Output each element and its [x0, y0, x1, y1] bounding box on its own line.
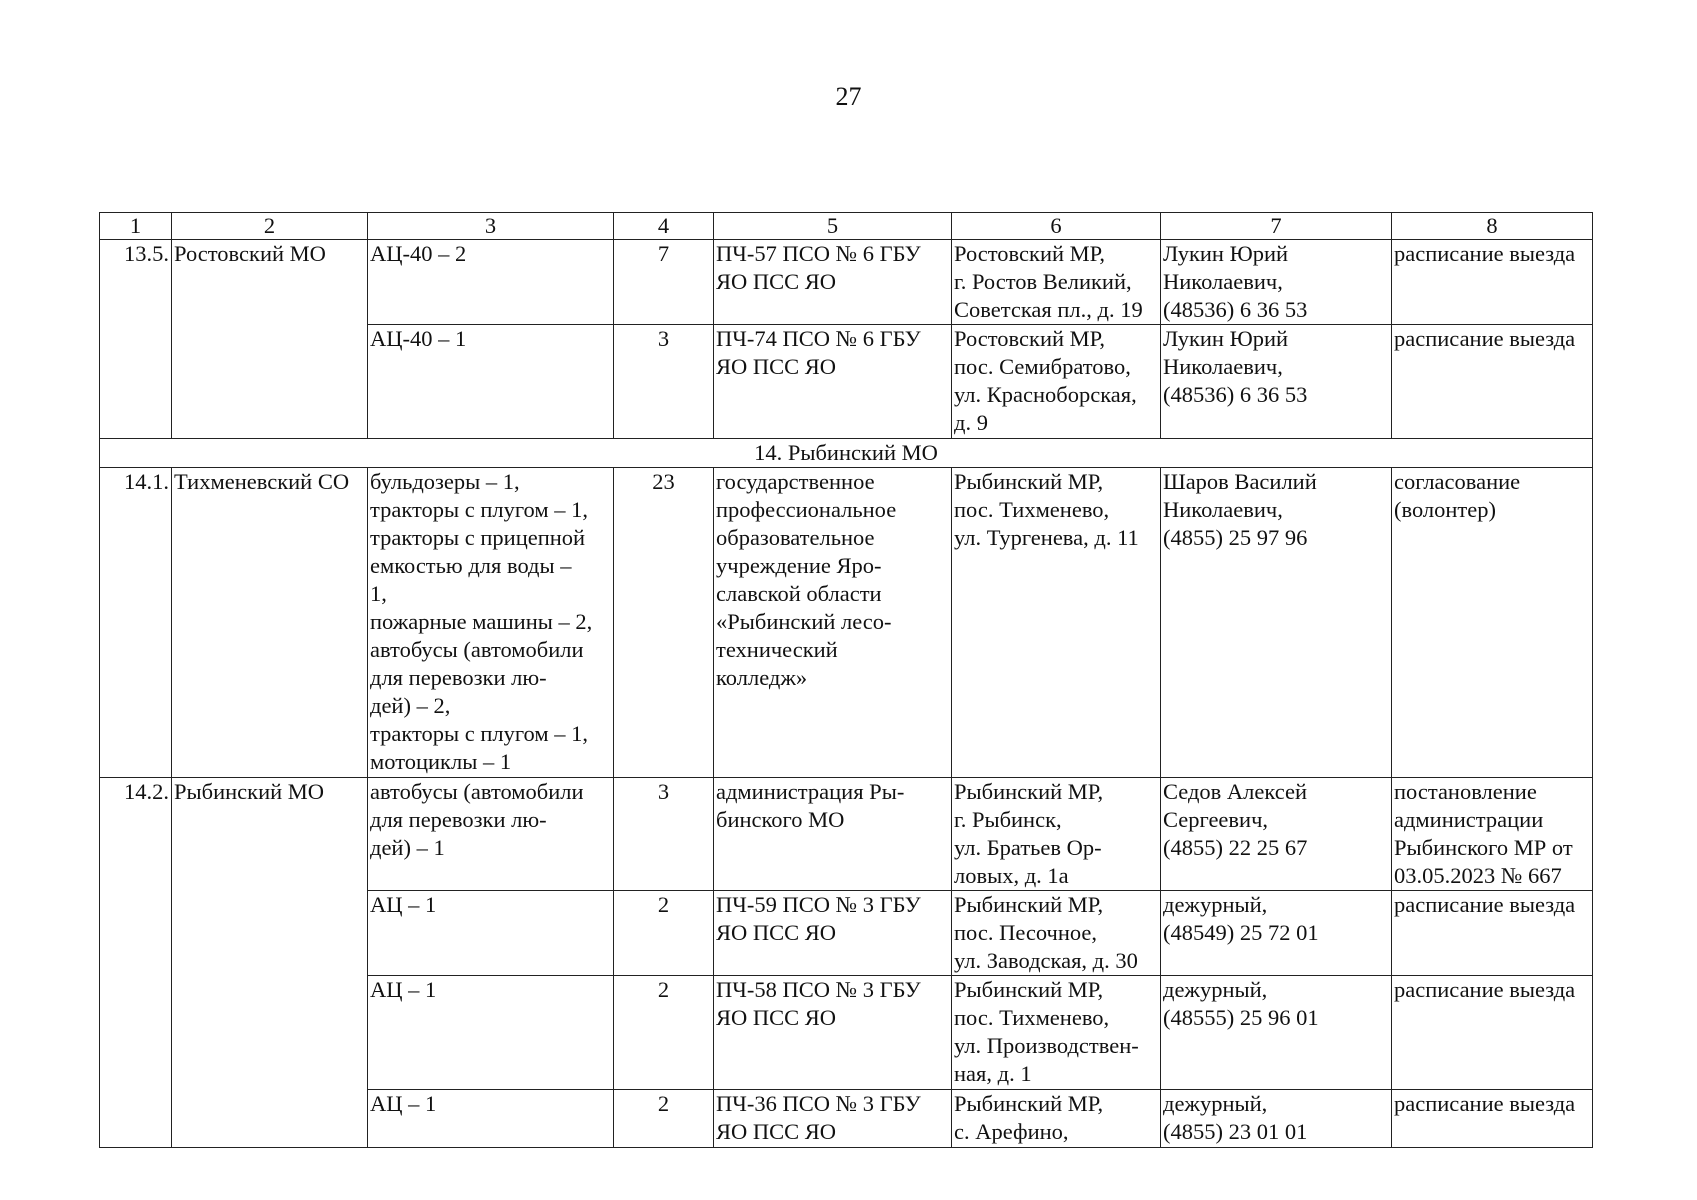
basis-cell: согласование (волонтер): [1392, 468, 1593, 778]
header-cell: 6: [952, 213, 1161, 240]
basis-cell: расписание выезда: [1392, 240, 1593, 325]
basis-cell: расписание выезда: [1392, 976, 1593, 1090]
basis-cell: расписание выезда: [1392, 325, 1593, 439]
row-number: 13.5.: [100, 240, 172, 439]
header-cell: 2: [172, 213, 368, 240]
basis-cell: расписание выезда: [1392, 891, 1593, 976]
table-row: [100, 468, 1593, 778]
municipality-cell: Ростовский МО: [172, 240, 368, 439]
contact-cell: дежурный, (48555) 25 96 01: [1161, 976, 1392, 1090]
organization-cell: ПЧ-74 ПСО № 6 ГБУ ЯО ПСС ЯО: [714, 325, 952, 439]
contact-cell: Лукин Юрий Николаевич, (48536) 6 36 53: [1161, 325, 1392, 439]
count-cell: 3: [614, 325, 714, 439]
equipment-cell: АЦ – 1: [368, 976, 614, 1090]
contact-cell: Лукин Юрий Николаевич, (48536) 6 36 53: [1161, 240, 1392, 325]
count-cell: 7: [614, 240, 714, 325]
header-cell: 5: [714, 213, 952, 240]
organization-cell: ПЧ-36 ПСО № 3 ГБУ ЯО ПСС ЯО: [714, 1090, 952, 1148]
count-cell: 2: [614, 891, 714, 976]
equipment-cell: АЦ – 1: [368, 1090, 614, 1148]
basis-cell: постановление администрации Рыбинского МР от 03.05.2023 № 667: [1392, 778, 1593, 891]
header-cell: 7: [1161, 213, 1392, 240]
resources-table: [99, 212, 1593, 1148]
equipment-cell: автобусы (автомобили для перевозки лю- дей) – 1: [368, 778, 614, 891]
count-cell: 3: [614, 778, 714, 891]
address-cell: Ростовский МР, пос. Семибратово, ул. Красноборская, д. 9: [952, 325, 1161, 439]
organization-cell: администрация Ры- бинского МО: [714, 778, 952, 891]
organization-cell: ПЧ-57 ПСО № 6 ГБУ ЯО ПСС ЯО: [714, 240, 952, 325]
contact-cell: дежурный, (4855) 23 01 01: [1161, 1090, 1392, 1148]
address-cell: Рыбинский МР, пос. Тихменево, ул. Тургенева, д. 11: [952, 468, 1161, 778]
section-title: 14. Рыбинский МО: [100, 439, 1593, 468]
organization-cell: ПЧ-58 ПСО № 3 ГБУ ЯО ПСС ЯО: [714, 976, 952, 1090]
equipment-cell: АЦ-40 – 2: [368, 240, 614, 325]
municipality-cell: Тихменевский СО: [172, 468, 368, 778]
table-header-row: [100, 213, 1593, 240]
address-cell: Рыбинский МР, г. Рыбинск, ул. Братьев Ор- ловых, д. 1а: [952, 778, 1161, 891]
count-cell: 2: [614, 976, 714, 1090]
equipment-cell: АЦ – 1: [368, 891, 614, 976]
header-cell: 8: [1392, 213, 1593, 240]
table-row: [100, 240, 1593, 325]
address-cell: Рыбинский МР, пос. Песочное, ул. Заводская, д. 30: [952, 891, 1161, 976]
count-cell: 2: [614, 1090, 714, 1148]
equipment-cell: АЦ-40 – 1: [368, 325, 614, 439]
section-row: [100, 439, 1593, 468]
contact-cell: Седов Алексей Сергеевич, (4855) 22 25 67: [1161, 778, 1392, 891]
header-cell: 1: [100, 213, 172, 240]
address-cell: Рыбинский МР, пос. Тихменево, ул. Производствен- ная, д. 1: [952, 976, 1161, 1090]
address-cell: Ростовский МР, г. Ростов Великий, Советская пл., д. 19: [952, 240, 1161, 325]
header-cell: 3: [368, 213, 614, 240]
basis-cell: расписание выезда: [1392, 1090, 1593, 1148]
header-cell: 4: [614, 213, 714, 240]
equipment-cell: бульдозеры – 1, тракторы с плугом – 1, тракторы с прицепной емкостью для воды – 1, пожарные машины – 2, автобусы (автомобили для перевозки лю- дей) – 2, тракторы с плугом – 1, мотоциклы – 1: [368, 468, 614, 778]
organization-cell: государственное профессиональное образовательное учреждение Яро- славской области «Рыбинский лесо- технический колледж»: [714, 468, 952, 778]
row-number: 14.1.: [100, 468, 172, 778]
municipality-cell: Рыбинский МО: [172, 778, 368, 1148]
contact-cell: дежурный, (48549) 25 72 01: [1161, 891, 1392, 976]
contact-cell: Шаров Василий Николаевич, (4855) 25 97 96: [1161, 468, 1392, 778]
page-number: 27: [835, 82, 862, 111]
table-row: [100, 778, 1593, 891]
address-cell: Рыбинский МР, с. Арефино,: [952, 1090, 1161, 1148]
count-cell: 23: [614, 468, 714, 778]
row-number: 14.2.: [100, 778, 172, 1148]
organization-cell: ПЧ-59 ПСО № 3 ГБУ ЯО ПСС ЯО: [714, 891, 952, 976]
